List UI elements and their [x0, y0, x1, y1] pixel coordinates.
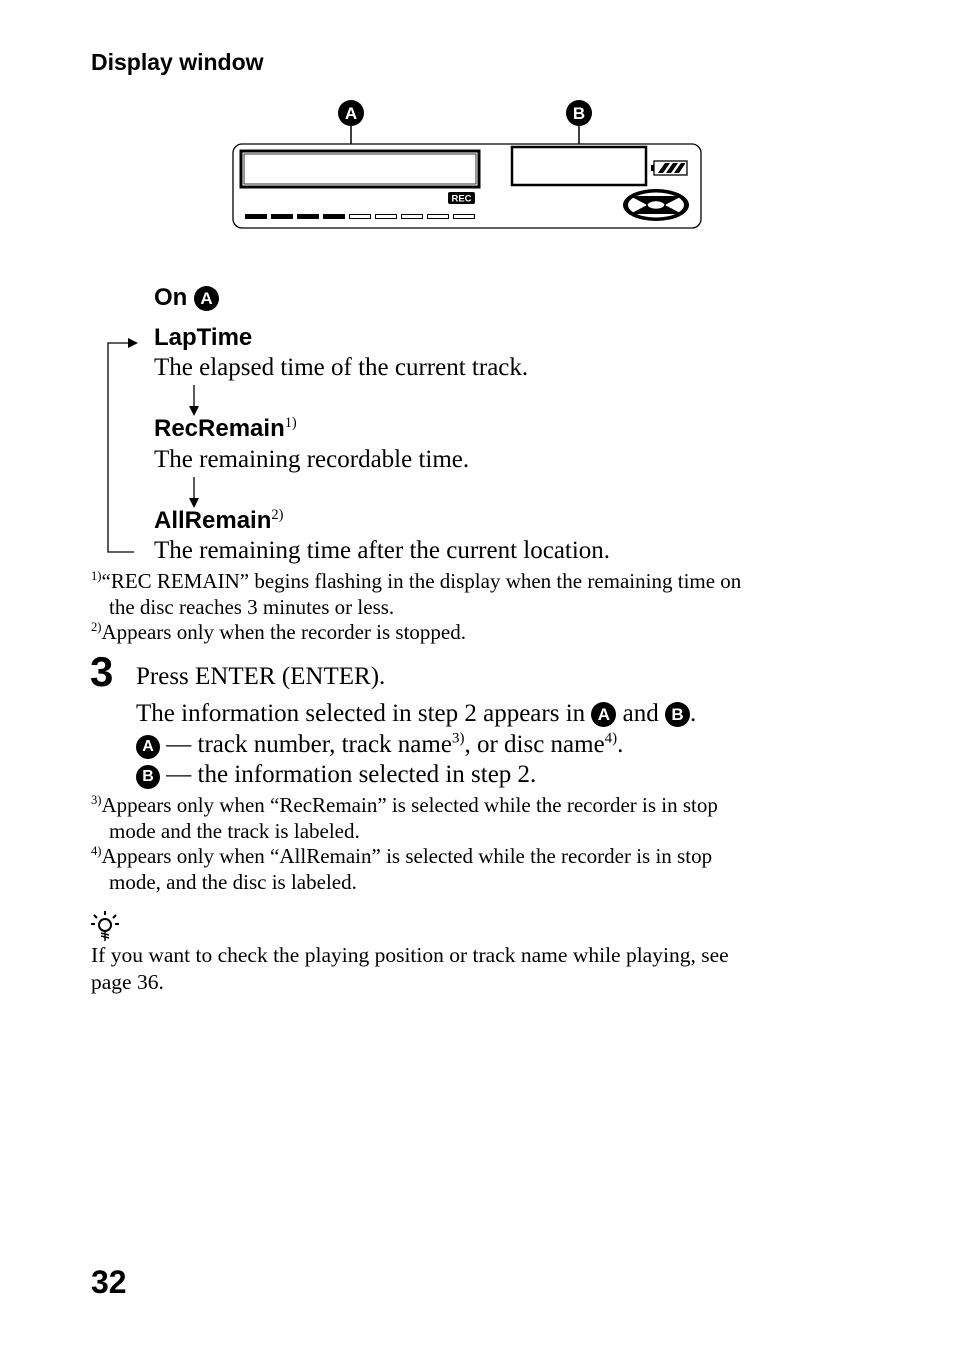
display-area-b: [512, 147, 646, 185]
marker-b-icon: B: [136, 765, 160, 789]
page-number: 32: [91, 1264, 127, 1300]
section-title: Display window: [91, 49, 264, 75]
hint-text: If you want to check the playing position or track name while playing, see page 36.: [91, 943, 729, 994]
laptime-description: The elapsed time of the current track.: [154, 354, 529, 381]
callout-b-label: B: [572, 104, 586, 123]
level-segment: [349, 214, 371, 219]
disc-icon: [623, 189, 689, 221]
step-3-line-b: B — the information selected in step 2.: [136, 761, 536, 789]
level-segment: [375, 214, 397, 219]
level-segment: [297, 214, 319, 219]
allremain-description: The remaining time after the current location.: [154, 537, 611, 564]
cycle-item-allremain: AllRemain$^{2)}$: [154, 507, 284, 534]
marker-a-icon: A: [591, 702, 616, 727]
on-a-heading: On A: [154, 284, 219, 312]
display-area-a: [241, 151, 479, 187]
marker-b-icon: B: [665, 702, 690, 727]
footnote-4: $^{4)}$Appears only when “AllRemain” is selected while the recorder is in stop mode, and the disc is labeled.: [91, 844, 713, 894]
step-number: 3: [90, 648, 114, 695]
level-segment: [401, 214, 423, 219]
level-segment: [271, 214, 293, 219]
marker-a-icon: A: [136, 735, 160, 759]
step-3-line-a: A — track number, track name$^{3)}$, or disc name$^{4)}$.: [136, 731, 623, 759]
footnote-1: $^{1)}$“REC REMAIN” begins flashing in the display when the remaining time on the disc reaches 3 minutes or less.: [91, 569, 742, 619]
step-3-line-1: The information selected in step 2 appears in A and B .: [136, 700, 697, 727]
step-3-title: Press ENTER (ENTER).: [136, 663, 386, 690]
recremain-description: The remaining recordable time.: [154, 446, 470, 473]
callout-a-label: A: [344, 104, 358, 123]
lightbulb-icon: [90, 910, 120, 942]
marker-a-icon: A: [194, 286, 219, 311]
cycle-item-recremain: RecRemain$^{1)}$: [154, 415, 297, 442]
level-segment: [453, 214, 475, 219]
footnote-2: $^{2)}$Appears only when the recorder is stopped.: [91, 620, 466, 644]
cycle-item-laptime: LapTime: [154, 324, 253, 351]
battery-icon: [651, 161, 687, 175]
level-segment: [245, 214, 267, 219]
level-segment: [323, 214, 345, 219]
level-segment: [427, 214, 449, 219]
svg-text:REC: REC: [451, 193, 472, 205]
footnote-3: $^{3)}$Appears only when “RecRemain” is selected while the recorder is in stop mode and the track is labeled.: [91, 793, 718, 843]
